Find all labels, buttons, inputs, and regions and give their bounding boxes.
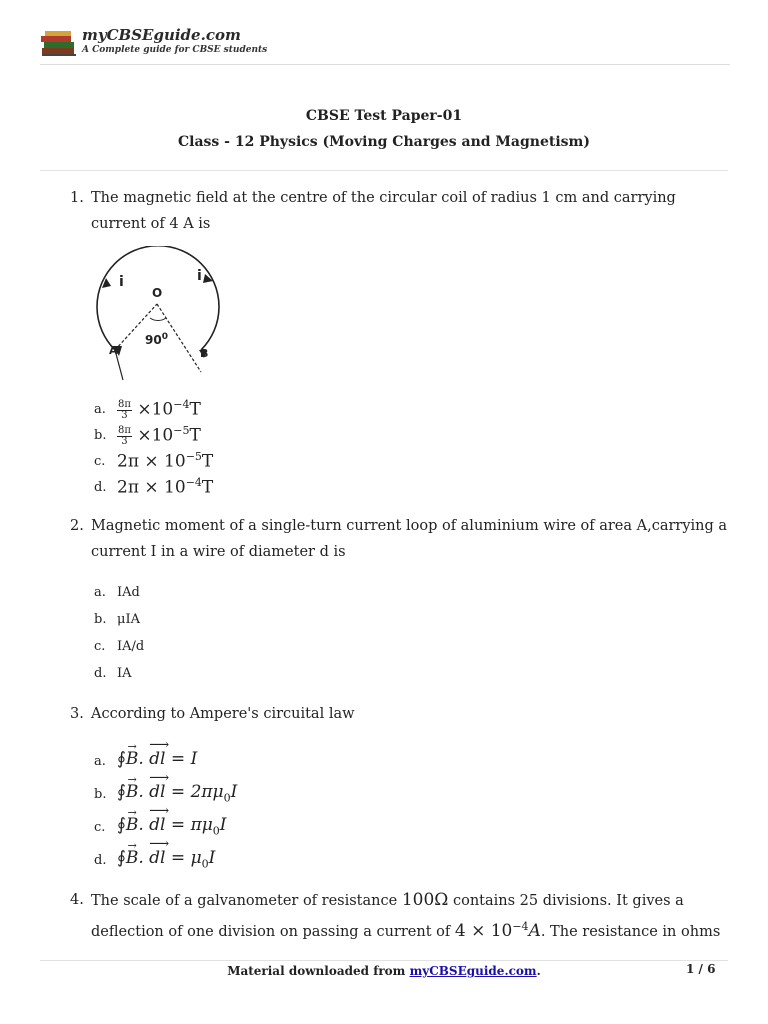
question-number: 2. [70,518,84,534]
paper-subtitle: Class - 12 Physics (Moving Charges and Magnetism) [178,134,590,150]
option-label: d. [94,853,107,868]
question-number: 1. [70,190,84,206]
centre-label: O [152,286,163,300]
footer-text: Material downloaded from [227,964,410,978]
option-value: $\frac{8\pi}{3}$ $\times 10^{-5}T$ [118,424,201,447]
option-value: IAd [117,585,140,600]
option-label: c. [94,639,106,654]
books-logo-icon [40,28,78,58]
question-number: 3. [70,706,84,722]
option-value: $2\pi \times 10^{-5}T$ [117,450,214,472]
logo-name: myCBSEguide.com [82,26,241,44]
question-text: The magnetic field at the centre of the circular coil of radius 1 cm and carrying current of 4 A is [91,190,676,232]
option-label: d. [94,480,107,495]
option-value: ∮→ B. ⟶ dl = $\mu_0I$ [117,848,215,870]
option-label: d. [94,666,107,681]
option-value: IA/d [117,639,145,654]
footer-link[interactable]: myCBSEguide.com [409,964,537,978]
divider [40,170,728,171]
option-label: b. [94,612,107,627]
page-number: 1 / 6 [686,962,716,976]
paper-title: CBSE Test Paper-01 [305,108,463,124]
option-value: ∮→ B. ⟶ dl = I [117,749,197,769]
option-value: $\frac{8\pi}{3}$ $\times 10^{-4}T$ [118,398,201,421]
point-a-label: A [109,344,118,357]
page-header [40,24,730,65]
option-label: a. [94,754,106,769]
option-value: μIA [117,612,140,627]
logo-tagline: A Complete guide for CBSE students [82,45,268,55]
option-label: a. [94,585,106,600]
option-label: b. [94,787,107,802]
current-label: i [119,274,124,290]
footer-suffix: . [536,964,541,978]
angle-label: $90^0$ [145,332,168,347]
question-text: According to Ampere's circuital law [91,706,355,722]
circular-coil-figure [93,246,233,386]
option-value: IA [117,666,132,681]
option-label: c. [94,454,106,469]
option-label: b. [94,428,107,443]
point-b-label: B [200,347,209,360]
page-footer [0,964,768,978]
site-logo[interactable] [40,24,280,62]
question-text: Magnetic moment of a single-turn current loop of aluminium wire of area A,carrying a current I in a wire of diameter d is [91,518,728,560]
option-value: ∮→ B. ⟶ dl = $\pi\mu_0I$ [117,815,227,837]
option-value: ∮→ B. ⟶ dl = $2\pi\mu_0I$ [117,782,237,804]
current-label: i [197,268,202,284]
question-number: 4. [70,892,84,908]
option-label: c. [94,820,106,835]
footer-divider [40,960,728,961]
option-value: $2\pi \times 10^{-4}T$ [117,476,214,498]
option-label: a. [94,402,106,417]
question-text: The scale of a galvanometer of resistance 100Ω contains 25 divisions. It gives a deflection of one division on passing a current of $4 \times 10^{-4}A$. The resistance in ohms [91,890,721,941]
